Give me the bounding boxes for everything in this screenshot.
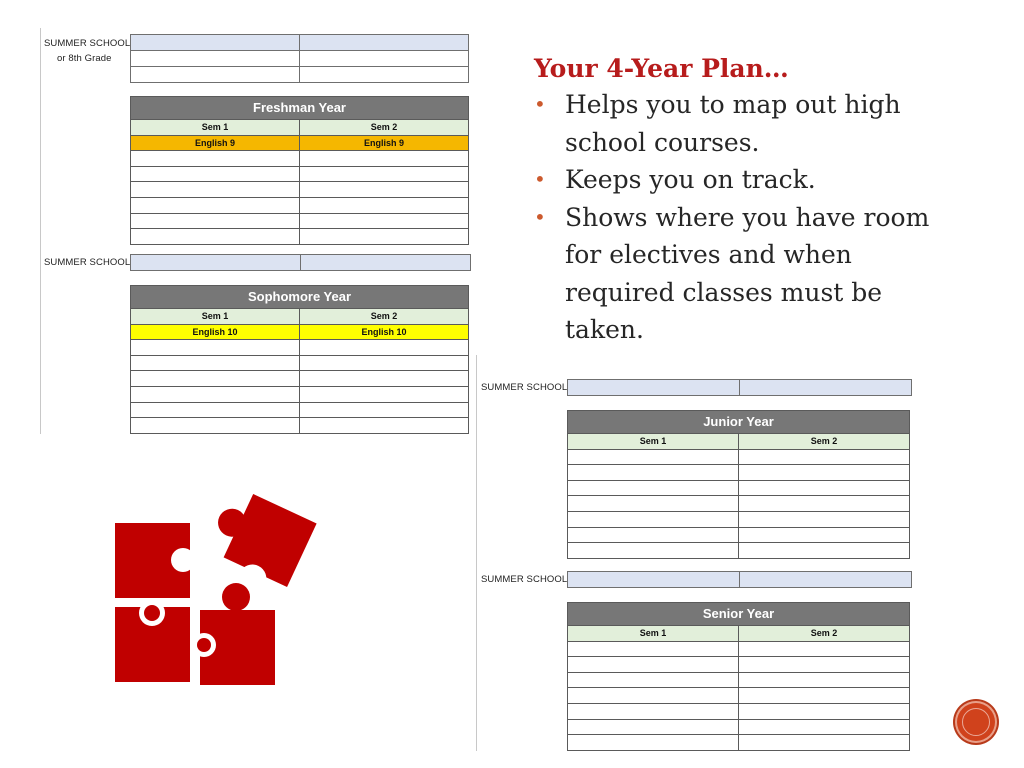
- left-margin-line: [40, 28, 41, 434]
- puzzle-icon-svg: [108, 485, 323, 690]
- sem1-header: Sem 1: [639, 436, 667, 446]
- course-cell-sem1[interactable]: English 9: [194, 137, 235, 148]
- course-cell-sem1[interactable]: English 10: [192, 326, 238, 337]
- summer-school-row[interactable]: [567, 571, 912, 588]
- sem1-header: Sem 1: [201, 122, 229, 132]
- next-slide-icon[interactable]: [955, 701, 997, 743]
- course-row[interactable]: [568, 449, 909, 465]
- course-row[interactable]: [568, 719, 909, 735]
- course-row[interactable]: [568, 734, 909, 750]
- course-row[interactable]: [568, 687, 909, 703]
- summer-school-label: SUMMER SCHOOL: [481, 382, 568, 393]
- course-row[interactable]: [568, 703, 909, 719]
- course-row[interactable]: [568, 641, 909, 657]
- course-row[interactable]: [131, 181, 468, 197]
- bullet-icon: •: [534, 92, 546, 116]
- course-row[interactable]: [568, 656, 909, 672]
- semester-header-row: [568, 625, 909, 641]
- bullet-item: • Helps you to map out high school courses.: [534, 86, 994, 161]
- course-cell-sem2[interactable]: English 9: [299, 136, 468, 151]
- semester-header-row: [131, 308, 468, 324]
- freshman-year-title: Freshman Year: [131, 97, 468, 119]
- sem2-header: Sem 2: [299, 120, 468, 135]
- course-row[interactable]: [568, 495, 909, 511]
- course-row[interactable]: [568, 542, 909, 558]
- summer-school-8th-table: [130, 34, 469, 83]
- course-row[interactable]: [568, 511, 909, 527]
- bullet-item: • Shows where you have room for electives and when required classes must be taken.: [534, 199, 994, 349]
- bullet-icon: •: [534, 167, 546, 191]
- course-row[interactable]: [131, 386, 468, 402]
- course-row[interactable]: [131, 339, 468, 355]
- course-row[interactable]: [131, 417, 468, 433]
- course-row[interactable]: [131, 355, 468, 371]
- summer-school-row[interactable]: [130, 34, 469, 51]
- course-row[interactable]: [568, 480, 909, 496]
- summer-school-row[interactable]: [130, 51, 469, 67]
- junior-year-table: [567, 410, 910, 559]
- summer-school-label: SUMMER SCHOOL: [44, 38, 131, 49]
- bullet-icon: •: [534, 204, 546, 229]
- course-row[interactable]: [131, 213, 468, 229]
- bullet-item: • Keeps you on track.: [534, 161, 994, 199]
- puzzle-icon: [108, 485, 323, 690]
- summer-school-label: SUMMER SCHOOL: [481, 574, 568, 585]
- sophomore-year-table: [130, 285, 469, 434]
- eighth-grade-label: or 8th Grade: [57, 53, 112, 64]
- semester-header-row: [131, 119, 468, 135]
- sem1-header: Sem 1: [639, 628, 667, 638]
- senior-year-title: Senior Year: [568, 603, 909, 625]
- semester-header-row: [568, 433, 909, 449]
- course-row[interactable]: [131, 166, 468, 182]
- junior-year-title: Junior Year: [568, 411, 909, 433]
- course-cell-sem2[interactable]: English 10: [299, 325, 468, 340]
- sophomore-year-title: Sophomore Year: [131, 286, 468, 308]
- course-row[interactable]: [131, 370, 468, 386]
- course-row-english9[interactable]: [131, 135, 468, 151]
- senior-year-table: [567, 602, 910, 751]
- course-row[interactable]: [568, 672, 909, 688]
- sem2-header: Sem 2: [299, 309, 468, 324]
- plan-bullets: [534, 86, 994, 349]
- freshman-year-table: [130, 96, 469, 245]
- course-row-english10[interactable]: [131, 324, 468, 340]
- course-row[interactable]: [131, 150, 468, 166]
- course-row[interactable]: [131, 228, 468, 244]
- course-row[interactable]: [568, 527, 909, 543]
- summer-school-row[interactable]: [130, 67, 469, 83]
- summer-school-row[interactable]: [567, 379, 912, 396]
- sem2-header: Sem 2: [738, 434, 909, 449]
- sem1-header: Sem 1: [201, 311, 229, 321]
- center-divider-line: [476, 355, 477, 751]
- course-row[interactable]: [568, 464, 909, 480]
- sem2-header: Sem 2: [738, 626, 909, 641]
- plan-title: Your 4-Year Plan…: [534, 54, 789, 83]
- course-row[interactable]: [131, 402, 468, 418]
- summer-school-row[interactable]: [130, 254, 471, 271]
- course-row[interactable]: [131, 197, 468, 213]
- summer-school-label: SUMMER SCHOOL: [44, 257, 131, 268]
